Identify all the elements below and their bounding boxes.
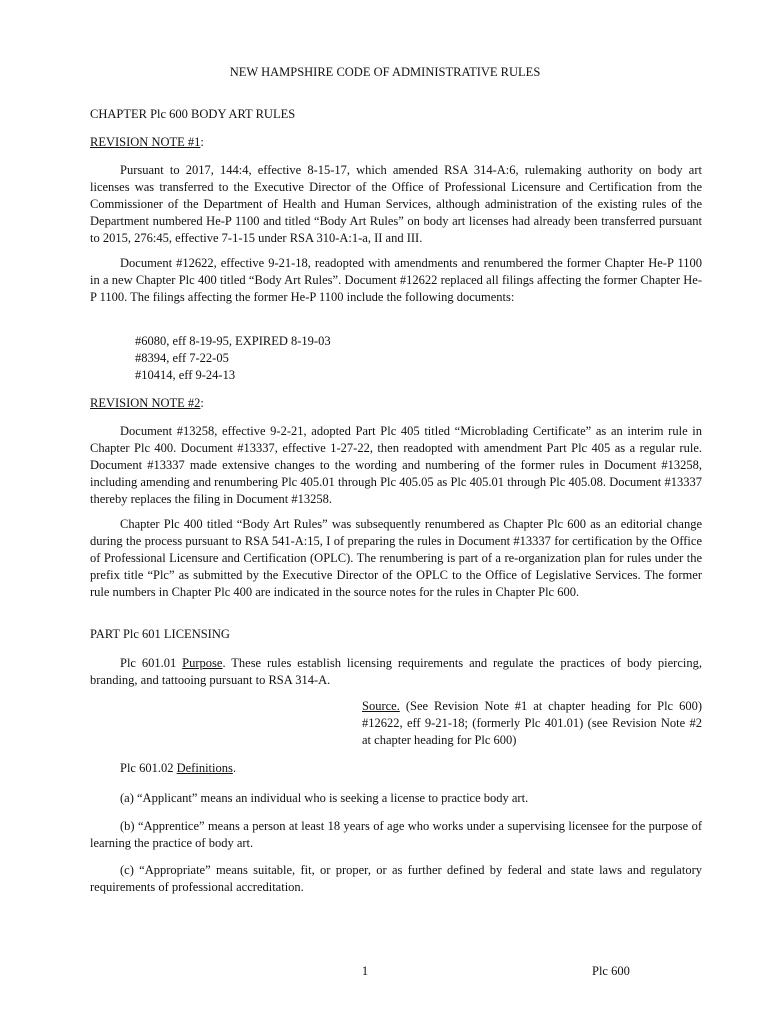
source-note xyxy=(362,698,702,749)
revision-note-2-label: REVISION NOTE #2 xyxy=(90,396,201,410)
section-number: Plc 601.02 xyxy=(120,761,177,775)
revision-note-2-heading xyxy=(90,395,702,412)
section-title: Purpose xyxy=(182,656,223,670)
footer-page-number: 1 xyxy=(361,964,369,978)
revision-note-2-colon: : xyxy=(200,396,204,410)
document-list-item: #10414, eff 9-24-13 xyxy=(135,368,236,382)
definition-applicant: (a) “Applicant” means an individual who is seeking a license to practice body art. xyxy=(120,791,529,805)
document-list-item: #8394, eff 7-22-05 xyxy=(135,351,229,365)
source-text: (See Revision Note #1 at chapter heading for Plc 600) #12622, eff 9-21-18; (formerly Plc 401.01) (see Revision Note #2 at chapter heading for Plc 600) xyxy=(362,699,702,747)
section-60101-purpose xyxy=(90,655,702,689)
section-title-period: . xyxy=(232,761,236,775)
footer-chapter: Plc 600 xyxy=(592,964,630,978)
part-heading: PART Plc 601 LICENSING xyxy=(90,627,230,641)
document-list-item: #6080, eff 8-19-95, EXPIRED 8-19-03 xyxy=(135,334,331,348)
section-60102-heading xyxy=(90,760,702,777)
document-title: NEW HAMPSHIRE CODE OF ADMINISTRATIVE RULES xyxy=(229,65,541,79)
source-label: Source. xyxy=(362,699,400,713)
revision-note-2-paragraph-2: Chapter Plc 400 titled “Body Art Rules” was subsequently renumbered as Chapter Plc 600 as an editorial change during the process pursuant to RSA 541-A:15, I of preparing the rules in Document #13337 for certification by the Office of Professional Licensure and Certification (OPLC). The renumbering is part of a re-organization plan for rules under the prefix title “Plc” as submitted by the Executive Director of the OPLC to the Office of Legislative Services. The former rule numbers in Chapter Plc 400 are indicated in the source notes for the rules in Chapter Plc 600. xyxy=(90,517,702,599)
revision-note-1-paragraph-1: Pursuant to 2017, 144:4, effective 8-15-17, which amended RSA 314-A:6, rulemaking authority on body art licenses was transferred to the Executive Director of the Office of Professional Licensure and Certification from the Commissioner of the Department of Health and Human Services, although administration of the existing rules of the Department numbered He-P 1100 and titled “Body Art Rules” on body art licenses had already been transferred pursuant to 2015, 276:45, effective 7-1-15 under RSA 310-A:1-a, II and III. xyxy=(90,163,702,245)
revision-note-1-heading xyxy=(90,134,702,151)
revision-note-1-paragraph-2: Document #12622, effective 9-21-18, readopted with amendments and renumbered the former Chapter He-P 1100 in a new Chapter Plc 400 titled “Body Art Rules”. Document #12622 replaced all filings affecting the former Chapter He-P 1100. The filings affecting the former He-P 1100 include the following documents: xyxy=(90,256,702,304)
chapter-heading: CHAPTER Plc 600 BODY ART RULES xyxy=(90,107,296,121)
section-number: Plc 601.01 xyxy=(120,656,183,670)
section-text: . These rules establish licensing requirements and regulate the practices of body piercing, branding, and tattooing pursuant to RSA 314-A. xyxy=(90,656,702,687)
revision-note-1-colon: : xyxy=(200,135,204,149)
revision-note-2-paragraph-1: Document #13258, effective 9-2-21, adopted Part Plc 405 titled “Microblading Certificate” as an interim rule in Chapter Plc 400. Document #13337, effective 1-27-22, then readopted with amendment Part Plc 405 as a regular rule. Document #13337 made extensive changes to the wording and numbering of the former rules in Document #13258, including amending and renumbering Plc 405.01 through Plc 405.05 as Plc 405.01 through Plc 405.08. Document #13337 thereby replaces the filing in Document #13258. xyxy=(90,424,702,506)
revision-note-1-label: REVISION NOTE #1 xyxy=(90,135,201,149)
definition-appropriate: (c) “Appropriate” means suitable, fit, or proper, or as further defined by federal and state laws and regulatory requirements of professional accreditation. xyxy=(90,863,702,894)
section-title: Definitions xyxy=(176,761,233,775)
definition-apprentice: (b) “Apprentice” means a person at least 18 years of age who works under a supervising licensee for the purpose of learning the practice of body art. xyxy=(90,819,702,850)
